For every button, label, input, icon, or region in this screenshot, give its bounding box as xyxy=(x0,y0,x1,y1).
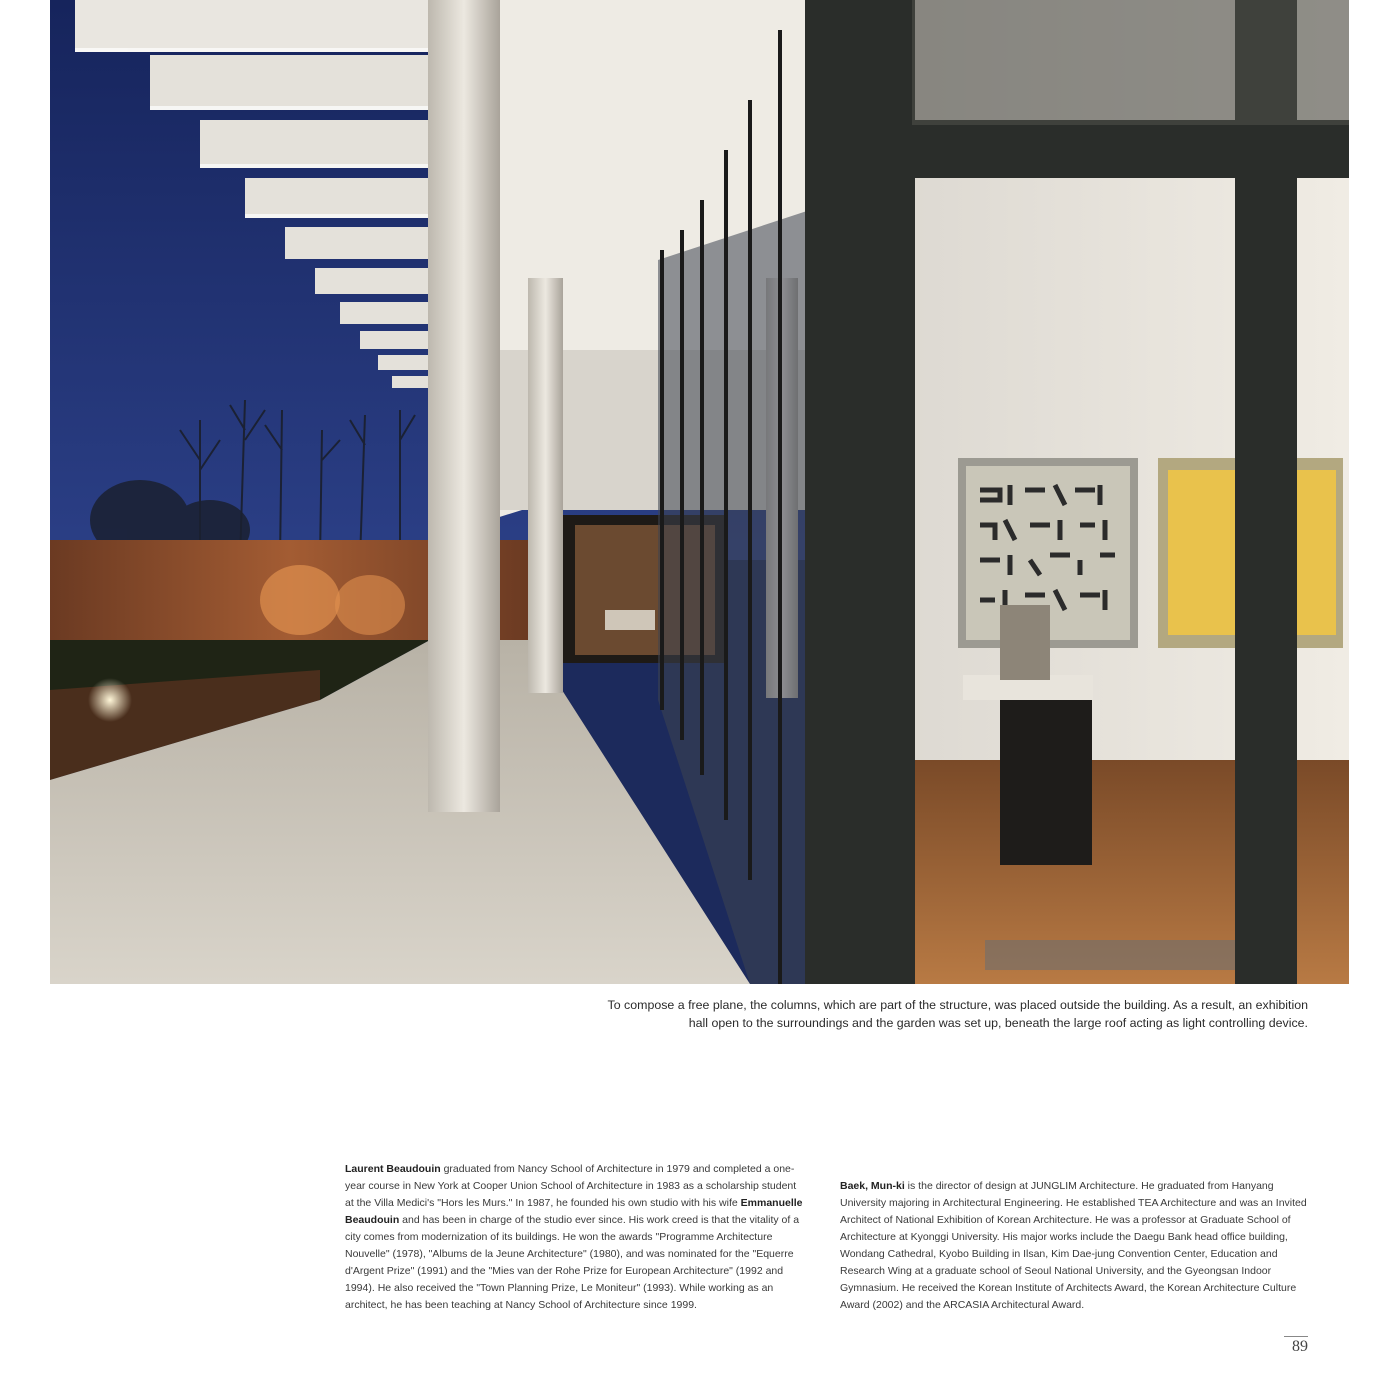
caption-line-1: To compose a free plane, the columns, which are part of the structure, was placed outside the building. As a result, an exhibition xyxy=(607,998,1308,1012)
page-number: 89 xyxy=(1292,1338,1308,1355)
bio-text-2: and has been in charge of the studio ever since. His work creed is that the vitality of a city comes from modernization of its buildings. He won the awards "Programme Architecture Nouvelle" (1978), "Albums de la Jeune Architecture" (1980), and was nominated for the "Equerre d'Argent Prize" (1991) and the "Mies van der Rohe Prize for European Architecture" (1992 and 1994). He also received the "Town Planning Prize, Le Moniteur" (1993). While working as an architect, he has been teaching at Nancy School of Architecture since 1999. xyxy=(345,1214,800,1311)
bio-name-laurent: Laurent Beaudouin xyxy=(345,1163,441,1175)
bio-text-1: graduated from Nancy School of Architecture in 1979 and completed a one-year course in New York at Cooper Union School of Architecture in 1983 as a scholarship student at the Villa Medici's "Hors les Murs." In 1987, he founded his own studio with his wife xyxy=(345,1163,797,1209)
bio-name-baek: Baek, Mun-ki xyxy=(840,1180,905,1192)
page-number-rule xyxy=(1284,1336,1308,1337)
bio-baek-mun-ki xyxy=(840,1178,1310,1314)
architecture-photo xyxy=(50,0,1349,984)
bio-name-emmanuelle: Emmanuelle Beaudouin xyxy=(345,1197,803,1226)
photo-caption xyxy=(470,997,1308,1032)
bio-text-baek: is the director of design at JUNGLIM Architecture. He graduated from Hanyang University majoring in Architectural Engineering. He established TEA Architecture and was an Invited Architect of National Exhibition of Korean Architecture. He was a professor at Graduate School of Architecture at Kyonggi University. His major works include the Daegu Bank head office building, Wondang Cathedral, Kyobo Building in Ilsan, Kim Dae-jung Convention Center, Education and Research Wing at a graduate school of Seoul National University, and the Gyeongsan Indoor Gymnasium. He received the Korean Institute of Architects Award, the Korean Architecture Culture Award (2002) and the ARCASIA Architectural Award. xyxy=(840,1180,1307,1311)
caption-line-2: hall open to the surroundings and the garden was set up, beneath the large roof acting as light controlling device. xyxy=(688,1015,1308,1030)
gallery-exterior-illustration xyxy=(50,0,1349,984)
bio-laurent-beaudouin xyxy=(345,1161,805,1314)
